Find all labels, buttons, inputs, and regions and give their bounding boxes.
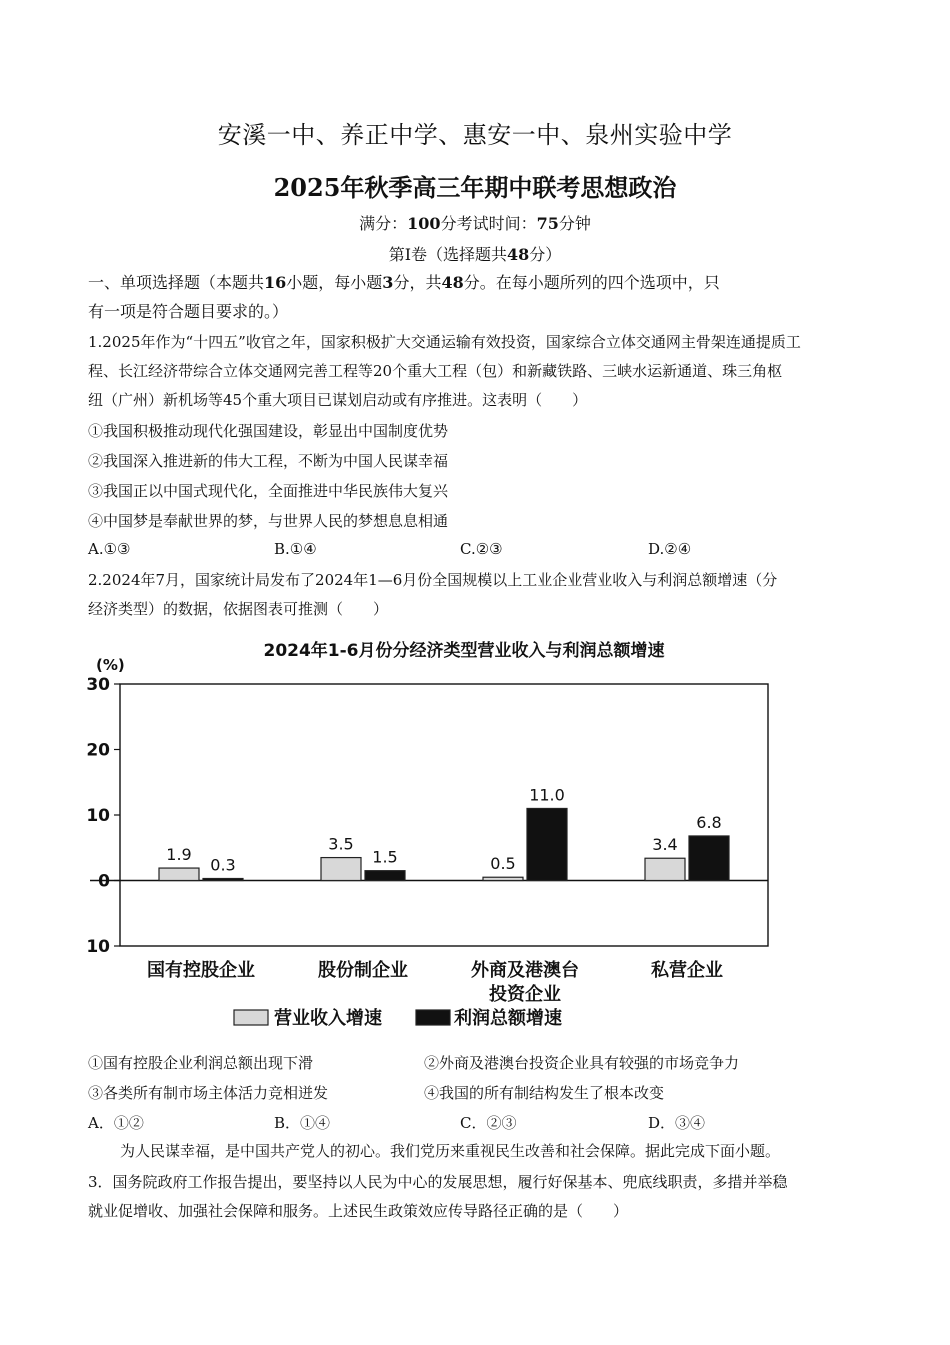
school-names: 安溪一中、养正中学、惠安一中、泉州实验中学 (217, 121, 733, 149)
question-3-stem (88, 1168, 866, 1226)
bar-revenue-growth (483, 877, 523, 880)
question-1-stem (88, 328, 866, 415)
exam-title: 2025年秋季高三年期中联考思想政治 (273, 173, 677, 202)
question-2-stem (88, 566, 866, 624)
data-label: 11.0 (529, 785, 565, 805)
chart-title: 2024年1-6月份分经济类型营业收入与利润总额增速 (263, 641, 665, 661)
statement: ④我国的所有制结构发生了根本改变 (424, 1084, 665, 1102)
y-tick-label: 10 (86, 806, 110, 826)
choice-c[interactable]: C．②③ (460, 1114, 517, 1132)
growth-chart (82, 630, 792, 1040)
legend-swatch-revenue (234, 1010, 268, 1025)
bar-profit-growth (689, 836, 729, 881)
statement: ④中国梦是奉献世界的梦，与世界人民的梦想息息相通 (88, 512, 449, 530)
stem-line: 程、长江经济带综合立体交通网完善工程等20个重大工程（包）和新藏铁路、三峡水运新通道、珠三角枢 (88, 362, 783, 380)
plot-frame (120, 684, 768, 946)
bar-revenue-growth (159, 868, 199, 880)
bar-profit-growth (203, 879, 243, 881)
choice-c[interactable]: C.②③ (460, 540, 503, 558)
stem-line: 纽（广州）新机场等45个重大项目已谋划启动或有序推进。这表明（ ） (88, 391, 588, 409)
category-label: 股份制企业 (318, 960, 408, 981)
statement: ①我国积极推动现代化强国建设，彰显出中国制度优势 (88, 422, 449, 440)
question-1-choices (88, 540, 868, 568)
category-label: 外商及港澳台 (471, 960, 579, 981)
choice-b[interactable]: B．①④ (274, 1114, 331, 1132)
stem-line: 2.2024年7月，国家统计局发布了2024年1—6月份全国规模以上工业企业营业收入与利润总额增速（分 (88, 571, 778, 589)
volume-title: 第Ⅰ卷（选择题共48分） (388, 245, 562, 264)
category-label: 投资企业 (489, 984, 561, 1005)
stem-line: 1.2025年作为“十四五”收官之年，国家积极扩大交通运输有效投资，国家综合立体交通网主骨架连通提质工 (88, 333, 801, 351)
data-label: 0.5 (490, 854, 516, 874)
category-label: 私营企业 (651, 960, 723, 981)
question-1-statements (88, 416, 448, 536)
y-tick-label: 10 (86, 937, 110, 957)
y-tick-label: 0 (98, 871, 110, 892)
choice-b[interactable]: B.①④ (274, 540, 317, 558)
statement: ③我国正以中国式现代化，全面推进中华民族伟大复兴 (88, 482, 449, 500)
data-label: 0.3 (210, 855, 236, 875)
bar-profit-growth (365, 871, 405, 881)
bar-chart-svg (82, 630, 792, 1040)
choice-a[interactable]: A.①③ (88, 540, 131, 558)
statement: ②我国深入推进新的伟大工程，不断为中国人民谋幸福 (88, 452, 449, 470)
statement: ③各类所有制市场主体活力竞相迸发 (88, 1084, 329, 1102)
section-instructions: 一、单项选择题（本题共16小题，每小题3分，共48分。在每小题所列的四个选项中，只 有一项是符合题目要求的。） (88, 273, 720, 321)
legend-label: 营业收入增速 (274, 1008, 382, 1029)
choice-d[interactable]: D.②④ (648, 540, 692, 558)
y-unit-label: (%) (96, 656, 125, 674)
legend-swatch-profit (416, 1010, 450, 1025)
statement: ②外商及港澳台投资企业具有较强的市场竞争力 (424, 1054, 740, 1072)
legend-label: 利润总额增速 (454, 1008, 562, 1029)
choice-d[interactable]: D．③④ (648, 1114, 706, 1132)
statement: ①国有控股企业利润总额出现下滑 (88, 1054, 314, 1072)
question-2-choices (88, 1112, 868, 1140)
data-label: 3.5 (328, 834, 354, 854)
question-group-lead: 为人民谋幸福，是中国共产党人的初心。我们党历来重视民生改善和社会保障。据此完成下面小题。 (120, 1142, 781, 1160)
bar-profit-growth (527, 808, 567, 880)
data-label: 3.4 (652, 835, 678, 855)
exam-meta: 满分：100分考试时间：75分钟 (359, 214, 591, 233)
data-label: 1.9 (166, 845, 192, 865)
y-tick-label: 30 (86, 675, 110, 695)
bar-revenue-growth (321, 858, 361, 881)
stem-line: 经济类型）的数据，依据图表可推测（ ） (88, 600, 389, 618)
data-label: 6.8 (696, 812, 722, 832)
category-label: 国有控股企业 (147, 960, 255, 981)
data-label: 1.5 (372, 847, 398, 867)
y-tick-label: 20 (86, 740, 110, 761)
bar-revenue-growth (645, 858, 685, 880)
choice-a[interactable]: A．①② (88, 1114, 144, 1132)
stem-line: 就业促增收、加强社会保障和服务。上述民生政策效应传导路径正确的是（ ） (88, 1202, 629, 1220)
stem-line: 3．国务院政府工作报告提出，要坚持以人民为中心的发展思想，履行好保基本、兜底线职责，多措并举稳 (88, 1173, 788, 1191)
